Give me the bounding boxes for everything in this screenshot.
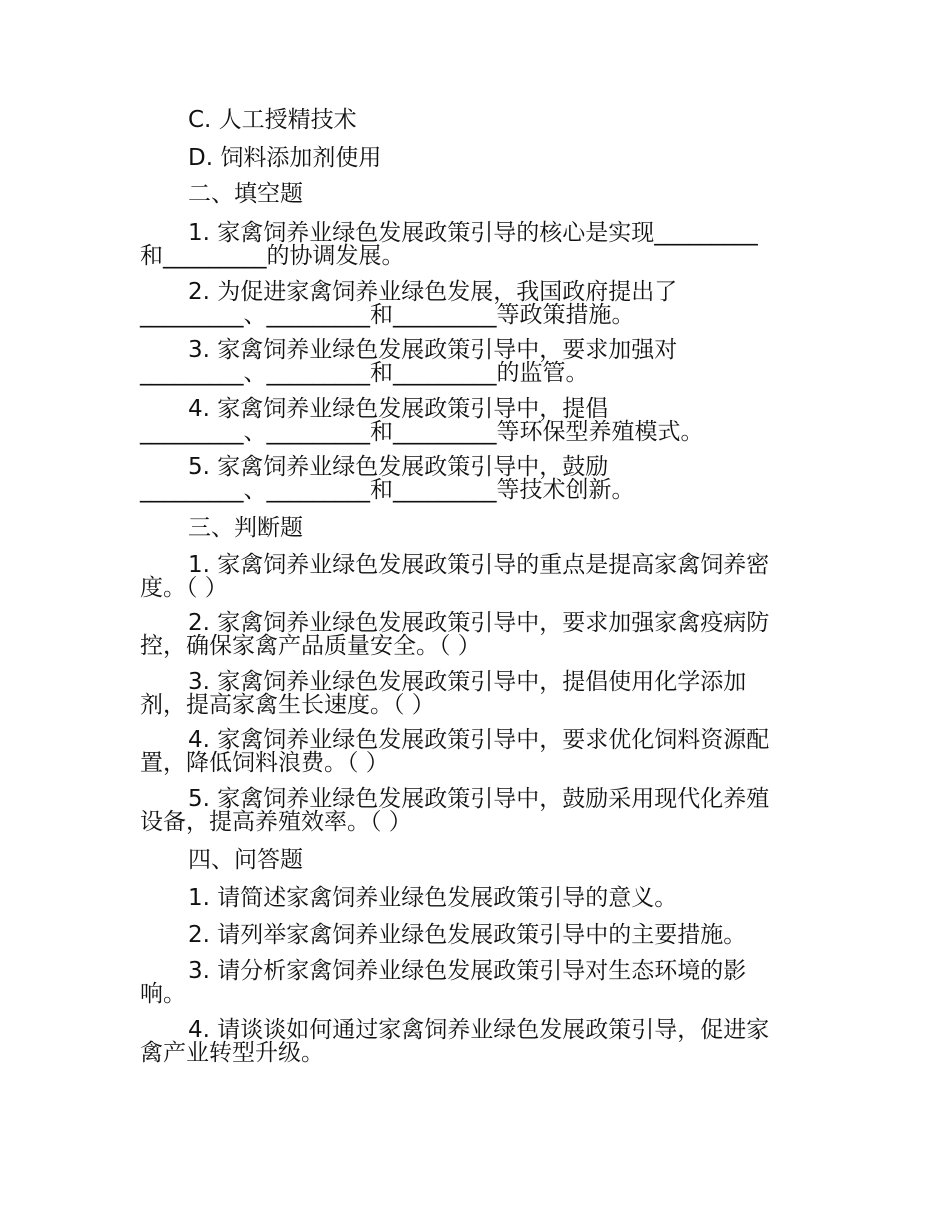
judge-q2-line2: 控，确保家禽产品质量安全。（ ） (140, 633, 481, 659)
fill-q2-line1: 2. 为促进家禽饲养业绿色发展，我国政府提出了 (188, 279, 678, 305)
judge-q2-line1: 2. 家禽饲养业绿色发展政策引导中，要求加强家禽疫病防 (188, 610, 770, 636)
judge-q1-line2: 度。（ ） (140, 575, 228, 601)
judge-q3-line1: 3. 家禽饲养业绿色发展政策引导中，提倡使用化学添加 (188, 669, 747, 695)
fill-q4-line2: _________、_________和_________等环保型养殖模式。 (140, 419, 704, 445)
fill-q5-line1: 5. 家禽饲养业绿色发展政策引导中，鼓励 (188, 454, 609, 480)
fill-q3-line1: 3. 家禽饲养业绿色发展政策引导中，要求加强对 (188, 337, 678, 363)
judge-question-5 (140, 788, 820, 834)
fill-question-4 (140, 398, 820, 444)
qa-q3-line1: 3. 请分析家禽饲养业绿色发展政策引导对生态环境的影 (188, 958, 747, 984)
qa-question-2: 2. 请列举家禽饲养业绿色发展政策引导中的主要措施。 (188, 922, 747, 948)
section-judge-title: 三、判断题 (188, 515, 303, 541)
fill-q3-line2: _________、_________和_________的监管。 (140, 360, 589, 386)
section-qa-title: 四、问答题 (188, 847, 303, 873)
fill-q2-line2: _________、_________和_________等政策措施。 (140, 302, 635, 328)
option-d: D. 饲料添加剂使用 (188, 145, 382, 171)
option-c: C. 人工授精技术 (188, 107, 357, 133)
qa-q3-line2: 响。 (140, 981, 186, 1007)
fill-question-5 (140, 456, 820, 502)
qa-question-4 (140, 1019, 820, 1065)
qa-q4-line1: 4. 请谈谈如何通过家禽饲养业绿色发展政策引导，促进家 (188, 1017, 770, 1043)
fill-q4-line1: 4. 家禽饲养业绿色发展政策引导中，提倡 (188, 396, 609, 422)
qa-question-3 (140, 960, 820, 1006)
judge-q4-line1: 4. 家禽饲养业绿色发展政策引导中，要求优化饲料资源配 (188, 727, 770, 753)
judge-question-2 (140, 612, 820, 658)
judge-q5-line2: 设备，提高养殖效率。（ ） (140, 809, 412, 835)
judge-question-1 (140, 554, 820, 600)
fill-q5-line2: _________、_________和_________等技术创新。 (140, 477, 635, 503)
qa-question-1: 1. 请简述家禽饲养业绿色发展政策引导的意义。 (188, 885, 678, 911)
fill-question-2 (140, 281, 820, 327)
fill-question-3 (140, 339, 820, 385)
judge-question-3 (140, 671, 820, 717)
fill-q1-line2: 和_________的协调发展。 (140, 243, 405, 269)
fill-question-1 (140, 222, 820, 268)
fill-q1-line1: 1. 家禽饲养业绿色发展政策引导的核心是实现_________ (188, 220, 758, 246)
judge-q1-line1: 1. 家禽饲养业绿色发展政策引导的重点是提高家禽饲养密 (188, 552, 770, 578)
judge-q3-line2: 剂，提高家禽生长速度。（ ） (140, 692, 435, 718)
qa-q4-line2: 禽产业转型升级。 (140, 1040, 324, 1066)
judge-question-4 (140, 729, 820, 775)
judge-q4-line2: 置，降低饲料浪费。（ ） (140, 750, 389, 776)
section-fill-title: 二、填空题 (188, 181, 303, 207)
judge-q5-line1: 5. 家禽饲养业绿色发展政策引导中，鼓励采用现代化养殖 (188, 786, 770, 812)
